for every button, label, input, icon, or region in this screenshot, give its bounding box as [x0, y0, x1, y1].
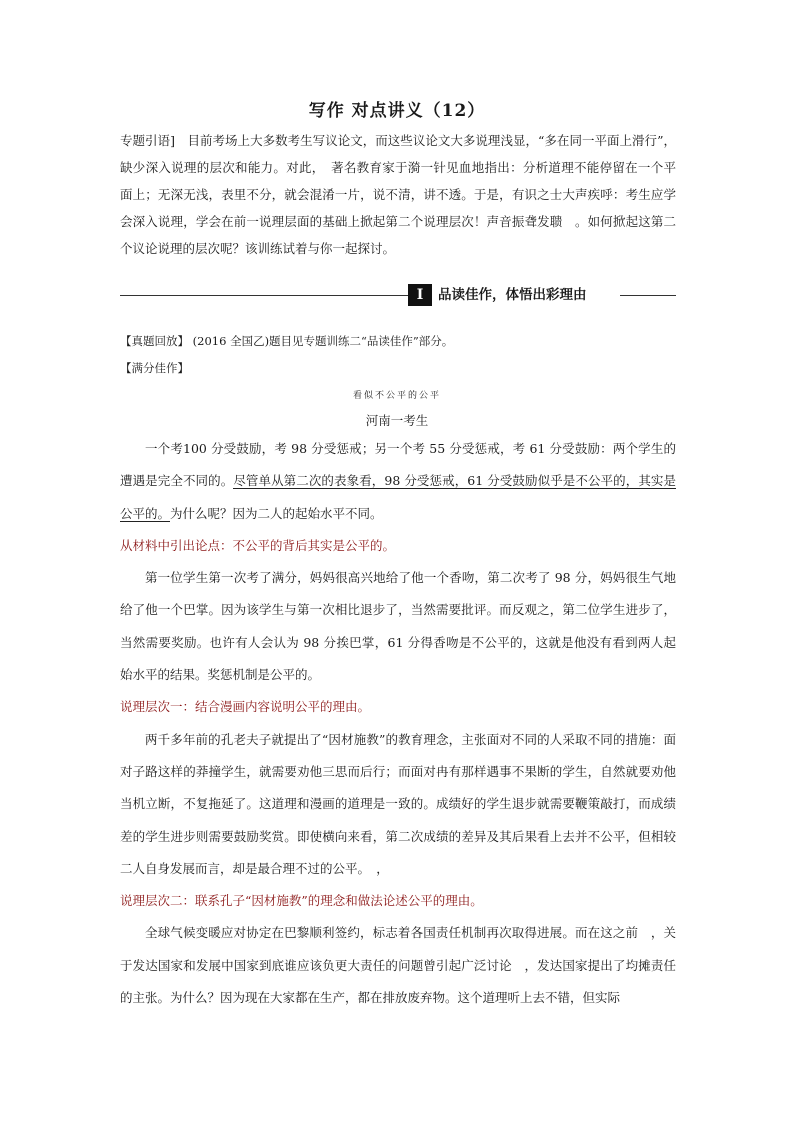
- intro-block: [120, 127, 676, 262]
- essay-paragraph-1: [120, 433, 676, 530]
- p1-lead: 一个考100 分受鼓励，考 98 分受惩戒；另一个考 55 分受惩戒，考 61 分受鼓励：两个学生的遭遇是完全不同的。: [120, 441, 676, 489]
- essay-paragraph-4: 全球气候变暖应对协定在巴黎顺利签约，标志着各国责任机制再次取得进展。而在这之前 ，关于发达国家和发展中国家到底谁应该负更大责任的问题曾引起广泛讨论 ，发达国家提出了均摊责任的主张。为什么？因为现在大家都在生产，都在排放废弃物。这个道理听上去不错，但实际: [120, 925, 676, 1006]
- source-line: 【真题回放】 (2016 全国乙)题目见专题训练二“品读佳作”部分。: [120, 334, 454, 348]
- p1-underlined: 尽管单从第二次的表象看，98 分受惩戒，61 分受鼓励似乎是不公平的，其实是公平的。: [120, 473, 676, 521]
- intro-text: 专题引语] 目前考场上大多数考生写议论文，而这些议论文大多说理浅显，“多在同一平面上滑行”，缺少深入说理的层次和能力。对此， 著名教育家于漪一针见血地指出：分析道理不能停留在一个平面上；无深无浅，表里不分，就会混淆一片，说不清，讲不透。于是，有识之士大声疾呼：考生应学会深入说理，学会在前一说理层面的基础上掀起第二个说理层次！声音振聋发聩 。如何掀起这第二个议论说理的层次呢？该训练试着与你一起探讨。: [120, 133, 676, 256]
- section-label-box: [408, 284, 620, 306]
- annotation-3: 说理层次二：联系孔子“因材施教”的理念和做法论述公平的理由。: [120, 893, 483, 909]
- annotation-1: 从材料中引出论点：不公平的背后其实是公平的。: [120, 537, 396, 553]
- essay-body: [120, 433, 676, 1014]
- section-label: 品读佳作，体悟出彩理由: [438, 287, 587, 303]
- essay-paragraph-2: 第一位学生第一次考了满分，妈妈很高兴地给了他一个香吻，第二次考了 98 分，妈妈很生气地给了他一个巴掌。因为该学生与第一次相比退步了，当然需要批评。而反观之，第二位学生进步了，当然需要奖励。也许有人会认为 98 分挨巴掌，61 分得香吻是不公平的，这就是他没有看到两人起始水平的结果。奖惩机制是公平的。: [120, 570, 676, 683]
- p1-tail: 为什么呢？因为二人的起始水平不同。: [170, 505, 383, 521]
- essay-title: 看似不公平的公平: [352, 391, 441, 401]
- section-header: [120, 283, 676, 307]
- essay-author: 河南一考生: [365, 413, 429, 428]
- annotation-2: 说理层次一：结合漫画内容说明公平的理由。: [120, 699, 371, 715]
- full-score-label: 【满分佳作】: [120, 361, 189, 375]
- essay-paragraph-3: 两千多年前的孔老夫子就提出了“因材施教”的教育理念，主张面对不同的人采取不同的措施：面对子路这样的莽撞学生，就需要劝他三思而后行；而面对冉有那样遇事不果断的学生，自然就要劝他当机立断，不复拖延了。这道理和漫画的道理是一致的。成绩好的学生退步就需要鞭策敲打，而成绩差的学生进步则需要鼓励奖赏。即使横向来看，第二次成绩的差异及其后果看上去并不公平，但相较二人自身发展而言，却是最合理不过的公平。 ，: [120, 731, 676, 876]
- page-title: 写作 对点讲义（12）: [308, 101, 486, 121]
- section-number-badge: Ⅰ: [408, 284, 432, 306]
